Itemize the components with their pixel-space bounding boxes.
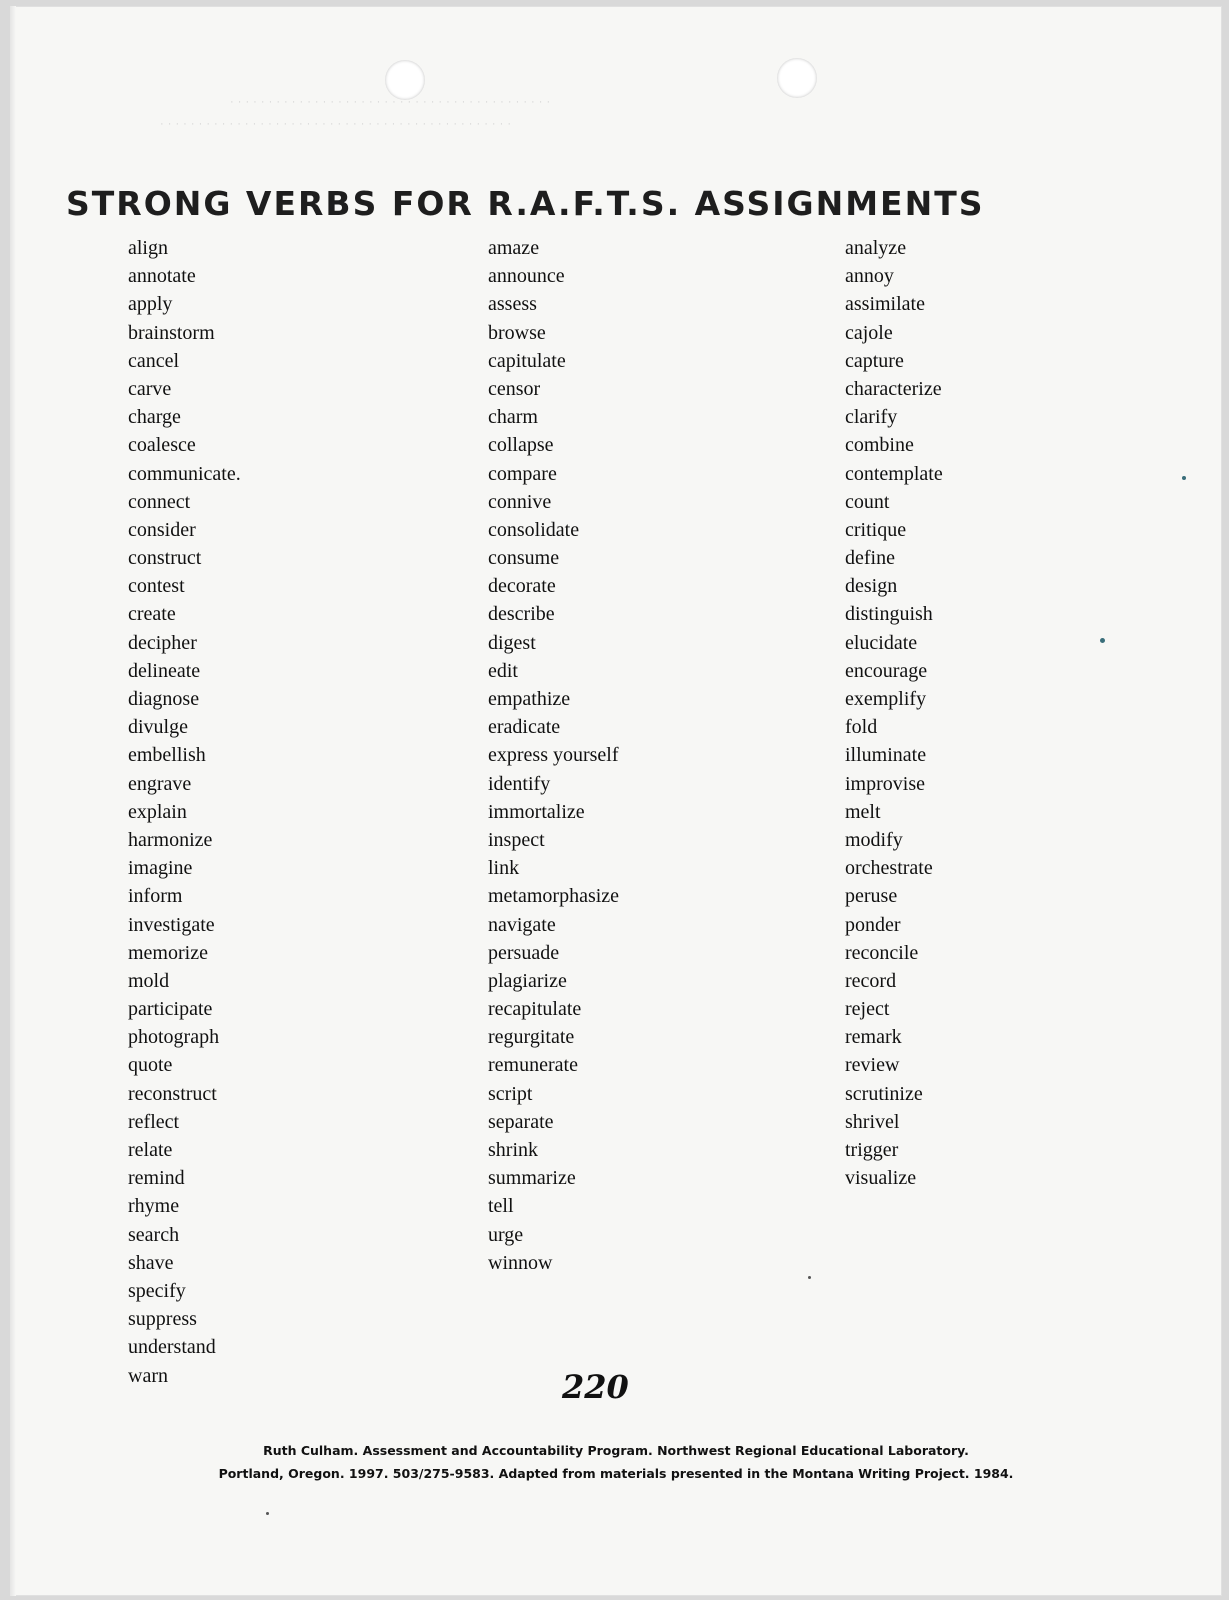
verb-item: orchestrate — [845, 857, 933, 880]
verb-item: winnow — [488, 1251, 553, 1274]
verb-item: reconstruct — [128, 1082, 217, 1105]
verb-item: divulge — [128, 716, 188, 739]
verb-item: review — [845, 1054, 900, 1077]
punch-hole-right — [777, 58, 817, 98]
verb-item: summarize — [488, 1167, 576, 1190]
verb-item: analyze — [845, 237, 907, 259]
verb-item: specify — [128, 1279, 186, 1302]
verb-item: shrink — [488, 1139, 538, 1161]
verb-item: record — [845, 969, 897, 992]
verb-item: reflect — [128, 1110, 180, 1133]
verb-item: plagiarize — [488, 969, 567, 992]
verb-item: announce — [488, 265, 565, 288]
scan-edge-shadow — [10, 6, 16, 1596]
verb-item: memorize — [128, 941, 208, 964]
verb-item: contest — [128, 575, 185, 598]
verb-item: immortalize — [488, 800, 585, 823]
verb-item: shave — [128, 1251, 174, 1274]
verb-item: assess — [488, 293, 537, 316]
scan-speck — [1182, 476, 1186, 480]
verb-item: censor — [488, 377, 541, 400]
verb-item: urge — [488, 1223, 524, 1246]
verb-item: brainstorm — [128, 321, 215, 344]
verb-item: align — [128, 237, 168, 259]
verb-item: clarify — [845, 406, 898, 429]
verb-item: recapitulate — [488, 998, 582, 1021]
verb-item: illuminate — [845, 744, 927, 767]
verb-item: fold — [845, 716, 878, 739]
verb-item: imagine — [128, 857, 193, 880]
citation-line-1: Ruth Culham. Assessment and Accountability Program. Northwest Regional Educational Laboratory. — [263, 1443, 969, 1458]
verb-item: tell — [488, 1195, 514, 1218]
verb-item: count — [845, 490, 890, 513]
verb-item: relate — [128, 1139, 173, 1161]
verb-item: persuade — [488, 941, 560, 964]
verb-item: decipher — [128, 631, 197, 654]
verb-item: decorate — [488, 575, 556, 598]
verb-item: remind — [128, 1167, 185, 1190]
verb-item: consider — [128, 518, 196, 541]
verb-item: edit — [488, 659, 518, 682]
verb-item: annotate — [128, 265, 196, 288]
verb-item: engrave — [128, 772, 192, 795]
verb-item: inform — [128, 885, 183, 908]
bleed-through-text: · · · · · · · · · · · · · · · · · · · · · · · · · · · · · · · · · · · · · · · · · · · · · · — [160, 118, 512, 130]
verb-item: assimilate — [845, 293, 925, 316]
verb-item: understand — [128, 1336, 216, 1359]
verb-column-3 — [845, 234, 943, 1192]
verb-item: capitulate — [488, 349, 566, 372]
verb-item: characterize — [845, 377, 942, 400]
verb-item: search — [128, 1223, 180, 1246]
punch-hole-left — [385, 60, 425, 100]
verb-item: design — [845, 575, 898, 598]
verb-item: construct — [128, 547, 202, 570]
verb-item: define — [845, 547, 895, 570]
verb-item: contemplate — [845, 462, 943, 485]
verb-item: regurgitate — [488, 1026, 575, 1049]
verb-item: link — [488, 857, 520, 880]
verb-item: modify — [845, 828, 903, 851]
verb-item: warn — [128, 1364, 168, 1387]
verb-item: eradicate — [488, 716, 561, 739]
verb-item: delineate — [128, 659, 201, 682]
verb-item: reconcile — [845, 941, 919, 964]
verb-item: participate — [128, 998, 213, 1021]
verb-item: mold — [128, 969, 170, 992]
verb-item: apply — [128, 293, 173, 316]
verb-item: quote — [128, 1054, 173, 1077]
verb-item: charm — [488, 406, 538, 429]
verb-item: elucidate — [845, 631, 918, 654]
verb-item: cancel — [128, 349, 180, 372]
verb-item: create — [128, 603, 176, 626]
verb-item: annoy — [845, 265, 894, 288]
verb-item: communicate. — [128, 462, 241, 485]
verb-item: rhyme — [128, 1195, 180, 1218]
verb-item: harmonize — [128, 828, 213, 851]
verb-item: charge — [128, 406, 181, 429]
verb-item: scrutinize — [845, 1082, 923, 1105]
scan-speck — [808, 1276, 811, 1279]
verb-item: suppress — [128, 1308, 197, 1331]
verb-item: remark — [845, 1026, 902, 1049]
verb-item: connect — [128, 490, 191, 513]
verb-item: embellish — [128, 744, 206, 767]
verb-item: peruse — [845, 885, 898, 908]
verb-item: metamorphasize — [488, 885, 620, 908]
verb-item: digest — [488, 631, 536, 654]
verb-item: consolidate — [488, 518, 580, 541]
verb-item: amaze — [488, 237, 540, 259]
verb-item: melt — [845, 800, 881, 823]
verb-column-2 — [488, 234, 619, 1277]
verb-item: inspect — [488, 828, 545, 851]
verb-item: browse — [488, 321, 546, 344]
verb-item: describe — [488, 603, 555, 626]
verb-item: distinguish — [845, 603, 933, 626]
verb-item: identify — [488, 772, 551, 795]
verb-item: photograph — [128, 1026, 220, 1049]
verb-item: visualize — [845, 1167, 917, 1190]
handwritten-page-number: 220 — [562, 1368, 629, 1406]
verb-item: carve — [128, 377, 172, 400]
verb-item: encourage — [845, 659, 928, 682]
verb-item: cajole — [845, 321, 893, 344]
verb-item: diagnose — [128, 688, 200, 710]
verb-item: navigate — [488, 913, 556, 936]
verb-item: empathize — [488, 688, 571, 710]
verb-item: trigger — [845, 1139, 899, 1161]
verb-item: collapse — [488, 434, 554, 457]
verb-item: exemplify — [845, 688, 927, 710]
verb-item: separate — [488, 1110, 554, 1133]
verb-item: ponder — [845, 913, 901, 936]
verb-item: express yourself — [488, 744, 619, 767]
verb-item: improvise — [845, 772, 925, 795]
verb-item: critique — [845, 518, 907, 541]
citation-line-2: Portland, Oregon. 1997. 503/275-9583. Adapted from materials presented in the Montana Writing Project. 1984. — [218, 1466, 1014, 1481]
verb-item: investigate — [128, 913, 215, 936]
scan-speck — [1100, 638, 1105, 643]
page-title: STRONG VERBS FOR R.A.F.T.S. ASSIGNMENTS — [66, 184, 985, 224]
verb-item: capture — [845, 349, 904, 372]
verb-item: consume — [488, 547, 560, 570]
verb-item: reject — [845, 998, 890, 1021]
scanned-page — [10, 6, 1222, 1596]
verb-item: script — [488, 1082, 533, 1105]
verb-item: compare — [488, 462, 557, 485]
verb-item: shrivel — [845, 1110, 900, 1133]
scan-speck — [266, 1512, 269, 1515]
verb-item: coalesce — [128, 434, 196, 457]
verb-column-1 — [128, 234, 241, 1390]
verb-item: remunerate — [488, 1054, 578, 1077]
verb-item: connive — [488, 490, 552, 513]
verb-item: explain — [128, 800, 187, 823]
verb-item: combine — [845, 434, 914, 457]
bleed-through-text: · · · · · · · · · · · · · · · · · · · · · · · · · · · · · · · · · · · · · · · · · · — [230, 96, 551, 108]
